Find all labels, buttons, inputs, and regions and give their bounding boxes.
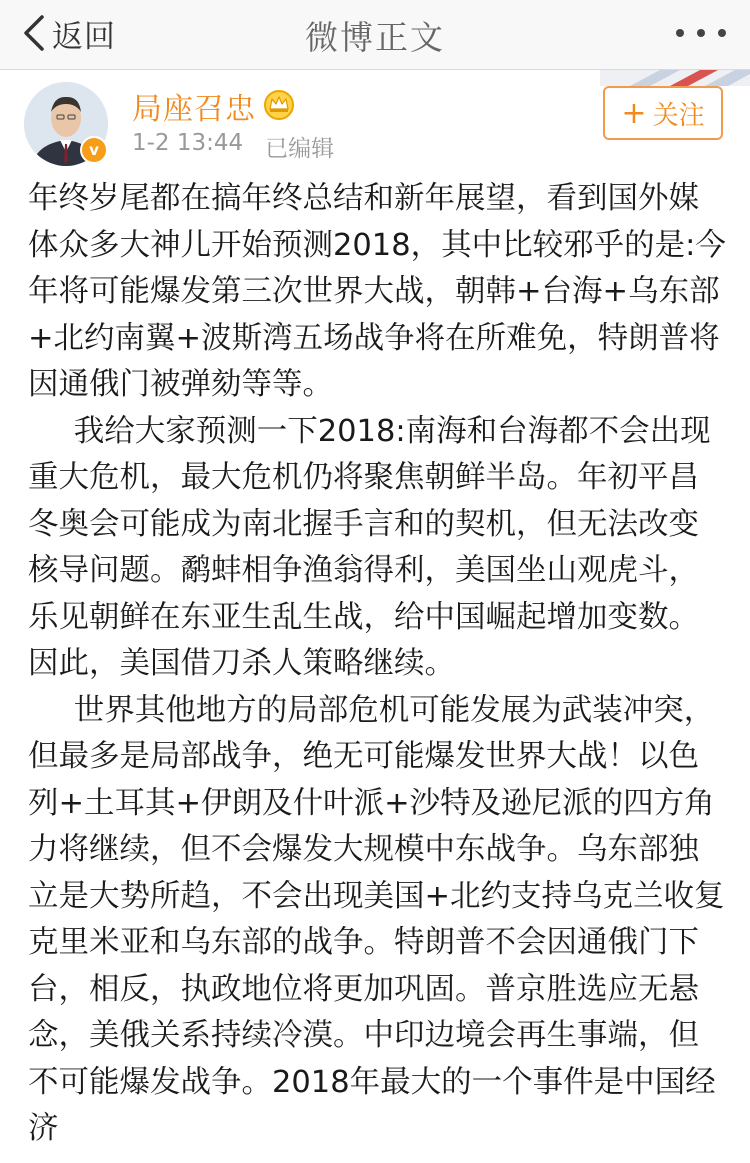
plus-icon: + — [621, 95, 647, 131]
banner-stripe-decoration — [600, 70, 750, 86]
follow-label: 关注 — [652, 100, 705, 131]
post-timestamp: 1-2 13:44 — [132, 130, 244, 156]
post-paragraph: 世界其他地方的局部危机可能发展为武装冲突，但最多是局部战争，绝无可能爆发世界大战！以色列+土耳其+伊朗及什叶派+沙特及逊尼派的四方角力将继续，但不会爆发大规模中东战争。乌东部独立是大势所趋，不会出现美国+北约支持乌克兰收复克里米亚和乌东部的战争。特朗普不会因通俄门下台，相反，执政地位将更加巩固。普京胜选应无悬念，美俄关系持续冷漠。中印边境会再生事端，但不可能爆发战争。2018年最大的一个事件是中国经济 — [28, 692, 725, 1146]
page-title: 微博正文 — [305, 18, 445, 57]
follow-button[interactable] — [603, 86, 723, 140]
post-paragraph: 我给大家预测一下2018:南海和台海都不会出现重大危机，最大危机仍将聚焦朝鲜半岛。年初平昌冬奥会可能成为南北握手言和的契机，但无法改变核导问题。鹬蚌相争渔翁得利，美国坐山观虎斗，乐见朝鲜在东亚生乱生战，给中国崛起增加变数。因此，美国借刀杀人策略继续。 — [28, 413, 711, 681]
post-meta — [132, 130, 334, 163]
author-name[interactable]: 局座召忠 — [132, 92, 256, 127]
post-body — [28, 176, 728, 1153]
more-dots-icon[interactable] — [676, 20, 726, 46]
post-paragraph: 年终岁尾都在搞年终总结和新年展望，看到国外媒体众多大神儿开始预测2018，其中比较邪乎的是:今年将可能爆发第三次世界大战，朝韩+台海+乌东部+北约南翼+波斯湾五场战争将在所难免，特朗普将因通俄门被弹劾等等。 — [28, 181, 726, 402]
edited-label: 已编辑 — [265, 136, 335, 162]
verified-badge-icon: v — [80, 136, 108, 164]
back-label: 返回 — [52, 18, 116, 55]
post-header — [0, 70, 750, 170]
crown-icon — [262, 88, 296, 120]
navigation-bar — [0, 0, 750, 70]
